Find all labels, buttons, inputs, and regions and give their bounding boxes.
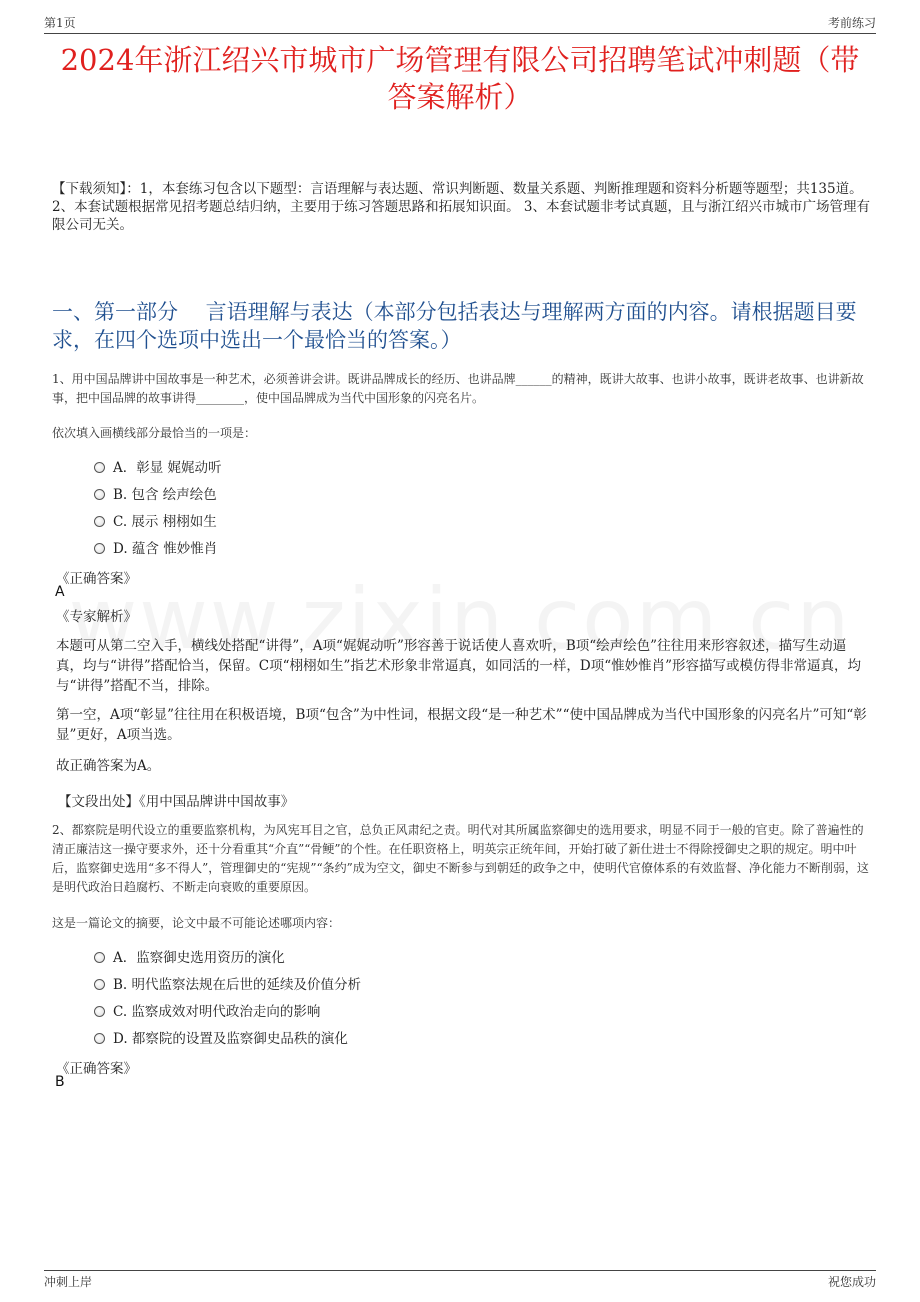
question-2-option-c[interactable]: [94, 996, 361, 1023]
download-notice: 【下载须知】：1，本套练习包含以下题型：言语理解与表达题、常识判断题、数量关系题、判断推理题和资料分析题等题型；共135道。 2、本套试题根据常见招考题总结归纳，主要用于练习答题思路和拓展知识面。 3、本套试题非考试真题，且与浙江绍兴市城市广场管理有限公司无关。: [52, 181, 870, 233]
question-2-text: 2、都察院是明代设立的重要监察机构，为风宪耳目之官，总负正风肃纪之责。明代对其所属监察御史的选用要求，明显不同于一般的官吏。除了普遍性的清正廉洁这一操守要求外，还十分看重其“介直”“骨鲠”的个性。在任职资格上，明英宗正统年间，开始打破了新仕进士不得除授御史之职的规定。明中叶后，监察御史选用“多不得人”，管理御史的“宪规”“条约”成为空文，御史不断参与到朝廷的政争之中，使明代官僚体系的有效监督、净化能力不断削弱，这是明代政治日趋腐朽、不断走向衰败的重要原因。: [52, 823, 869, 894]
question-1-analysis-p3: 故正确答案为A。: [56, 758, 161, 774]
option-label: B. 明代监察法规在后世的延续及价值分析: [113, 976, 362, 993]
option-label: D. 蕴含 惟妙惟肖: [113, 540, 218, 557]
question-2-answer-label: 《正确答案》: [56, 1061, 137, 1077]
question-1-text: 1、用中国品牌讲中国故事是一种艺术，必须善讲会讲。既讲品牌成长的经历、也讲品牌______的精神，既讲大故事、也讲小故事，既讲老故事、也讲新故事，把中国品牌的故事讲得________，使中国品牌成为当代中国形象的闪亮名片。: [52, 372, 864, 405]
question-1-option-a[interactable]: [94, 452, 222, 479]
question-1-options: [94, 452, 222, 560]
option-label: A．彰显 娓娓动听: [113, 459, 222, 476]
radio-icon[interactable]: [94, 979, 105, 990]
radio-icon[interactable]: [94, 543, 105, 554]
radio-icon[interactable]: [94, 516, 105, 527]
question-2-option-a[interactable]: [94, 942, 361, 969]
question-1-answer: A: [55, 584, 65, 600]
page-footer: [44, 1270, 876, 1290]
question-1-analysis-p2: 第一空，A项“彰显”往往用在积极语境，B项“包含”为中性词，根据文段“是一种艺术”“使中国品牌成为当代中国形象的闪亮名片”可知“彰显”更好，A项当选。: [56, 707, 867, 743]
question-1-option-c[interactable]: [94, 506, 222, 533]
page-header: [44, 14, 876, 34]
question-1-source: 【文段出处】《用中国品牌讲中国故事》: [58, 794, 295, 810]
question-1-analysis-p1: 本题可从第二空入手，横线处搭配“讲得”，A项“娓娓动听”形容善于说话使人喜欢听，B项“绘声绘色”往往用来形容叙述，描写生动逼真，均与“讲得”搭配恰当，保留。C项“栩栩如生”指艺术形象非常逼真，如同活的一样，D项“惟妙惟肖”形容描写或模仿得非常逼真，均与“讲得”搭配不当，排除。: [56, 638, 862, 694]
option-label: A．监察御史选用资历的演化: [113, 949, 285, 966]
question-2-answer: B: [55, 1074, 65, 1090]
question-1-answer-label: 《正确答案》: [56, 571, 137, 587]
footer-right-label: 祝您成功: [827, 1275, 876, 1289]
question-2-prompt: 这是一篇论文的摘要，论文中最不可能论述哪项内容：: [52, 916, 341, 930]
question-1-option-d[interactable]: [94, 533, 222, 560]
question-1-option-b[interactable]: [94, 479, 222, 506]
radio-icon[interactable]: [94, 462, 105, 473]
section-heading: 一、第一部分 言语理解与表达（本部分包括表达与理解两方面的内容。请根据题目要求，在四个选项中选出一个最恰当的答案。）: [52, 300, 857, 352]
question-1-prompt: 依次填入画横线部分最恰当的一项是：: [52, 426, 257, 440]
question-2-option-b[interactable]: [94, 969, 361, 996]
question-2-options: [94, 942, 361, 1050]
radio-icon[interactable]: [94, 952, 105, 963]
radio-icon[interactable]: [94, 1006, 105, 1017]
title-line-1: 2024年浙江绍兴市城市广场管理有限公司招聘笔试冲刺题（带: [60, 43, 860, 77]
option-label: B. 包含 绘声绘色: [113, 486, 217, 503]
option-label: D. 都察院的设置及监察御史品秩的演化: [113, 1030, 348, 1047]
page-number-label: 第1页: [44, 16, 76, 30]
question-2-option-d[interactable]: [94, 1023, 361, 1050]
document-title: [50, 42, 870, 116]
header-right-label: 考前练习: [827, 16, 876, 30]
radio-icon[interactable]: [94, 1033, 105, 1044]
footer-left-label: 冲刺上岸: [44, 1275, 93, 1289]
title-line-2: 答案解析）: [387, 80, 533, 114]
radio-icon[interactable]: [94, 489, 105, 500]
option-label: C. 展示 栩栩如生: [113, 513, 217, 530]
question-1-analysis-label: 《专家解析》: [56, 609, 137, 625]
option-label: C. 监察成效对明代政治走向的影响: [113, 1003, 321, 1020]
